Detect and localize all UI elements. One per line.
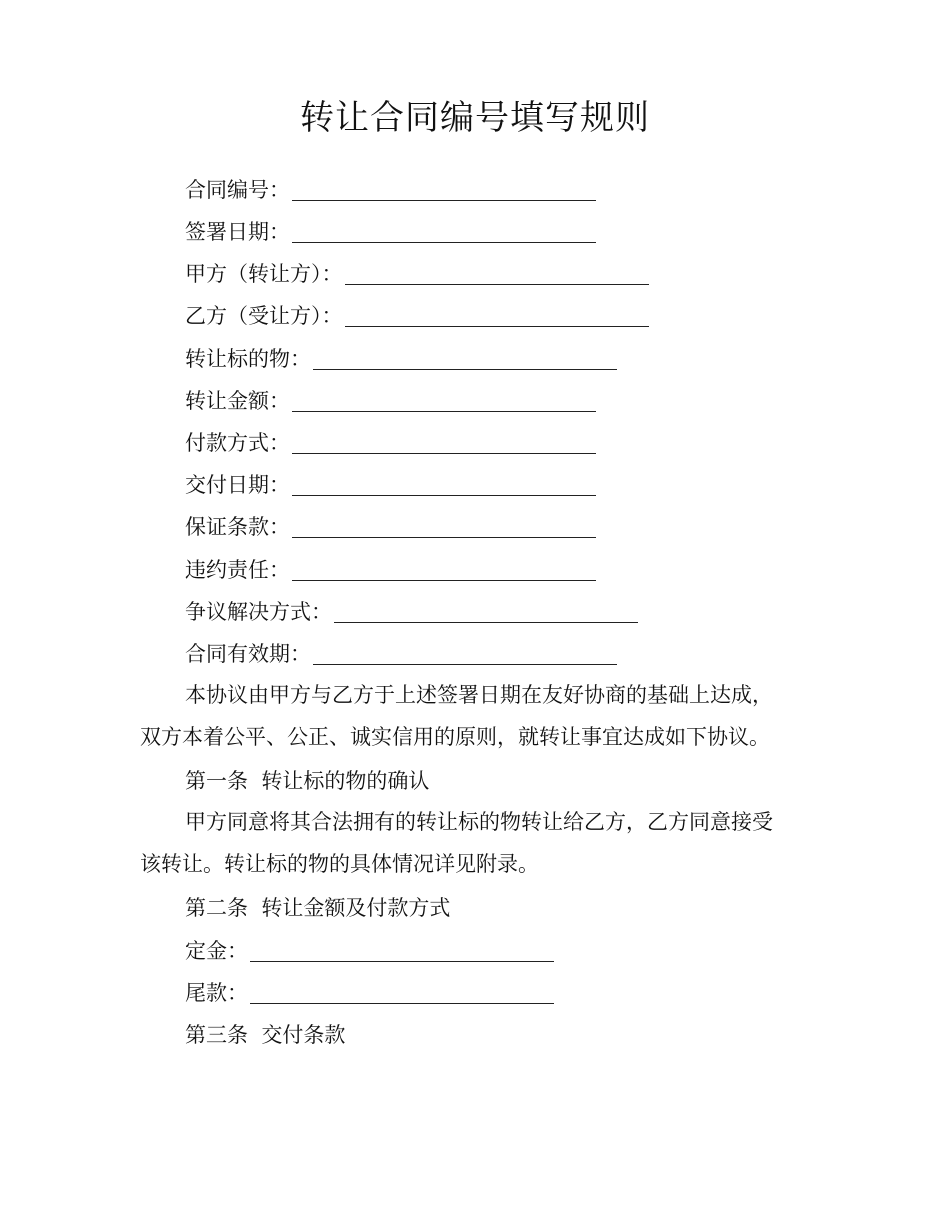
field-subject-matter: [185, 344, 617, 374]
paragraph-line: 该转让。转让标的物的具体情况详见附录。: [140, 852, 539, 876]
fill-in-blank: [345, 262, 649, 285]
field-label: 转让金额：: [185, 389, 290, 413]
field-label: 合同有效期：: [185, 642, 311, 666]
field-validity-period: [185, 639, 617, 669]
fill-in-blank: [292, 515, 596, 538]
paragraph-line: 甲方同意将其合法拥有的转让标的物转让给乙方，乙方同意接受: [185, 810, 773, 834]
field-delivery-date: [185, 470, 596, 500]
field-label: 转让标的物：: [185, 347, 311, 371]
field-dispute-resolution: [185, 597, 638, 627]
fill-in-blank: [345, 304, 649, 327]
field-warranty: [185, 512, 596, 542]
field-label: 违约责任：: [185, 558, 290, 582]
field-label: 乙方（受让方）：: [185, 304, 343, 328]
field-party-a: [185, 259, 649, 289]
field-payment-method: [185, 428, 596, 458]
fill-in-blank: [292, 178, 596, 201]
fill-in-blank: [292, 431, 596, 454]
article-1-heading: 第一条 转让标的物的确认: [185, 769, 430, 793]
fill-in-blank: [292, 220, 596, 243]
field-label: 合同编号：: [185, 178, 290, 202]
field-breach-liability: [185, 555, 596, 585]
field-label: 付款方式：: [185, 431, 290, 455]
field-party-b: [185, 301, 649, 331]
field-signing-date: [185, 217, 596, 247]
field-label: 交付日期：: [185, 473, 290, 497]
field-contract-number: [185, 175, 596, 205]
field-label: 定金：: [185, 939, 248, 963]
document-title: 转让合同编号填写规则: [300, 98, 650, 138]
fill-in-blank: [292, 558, 596, 581]
fill-in-blank: [292, 473, 596, 496]
fill-in-blank: [250, 981, 554, 1004]
paragraph-line: 双方本着公平、公正、诚实信用的原则，就转让事宜达成如下协议。: [140, 725, 770, 749]
article-2-heading: 第二条 转让金额及付款方式: [185, 896, 451, 920]
fill-in-blank: [313, 347, 617, 370]
fill-in-blank: [334, 600, 638, 623]
article-1-paragraph: [140, 801, 820, 885]
intro-paragraph: [140, 674, 820, 758]
article-3-heading: 第三条 交付条款: [185, 1023, 346, 1047]
fill-in-blank: [292, 389, 596, 412]
field-label: 签署日期：: [185, 220, 290, 244]
paragraph-line: 本协议由甲方与乙方于上述签署日期在友好协商的基础上达成，: [185, 683, 773, 707]
fill-in-blank: [250, 939, 554, 962]
field-label: 甲方（转让方）：: [185, 262, 343, 286]
field-label: 尾款：: [185, 981, 248, 1005]
field-deposit: [185, 936, 554, 966]
field-transfer-amount: [185, 386, 596, 416]
fill-in-blank: [313, 642, 617, 665]
field-balance-payment: [185, 978, 554, 1008]
field-label: 争议解决方式：: [185, 600, 332, 624]
field-label: 保证条款：: [185, 515, 290, 539]
